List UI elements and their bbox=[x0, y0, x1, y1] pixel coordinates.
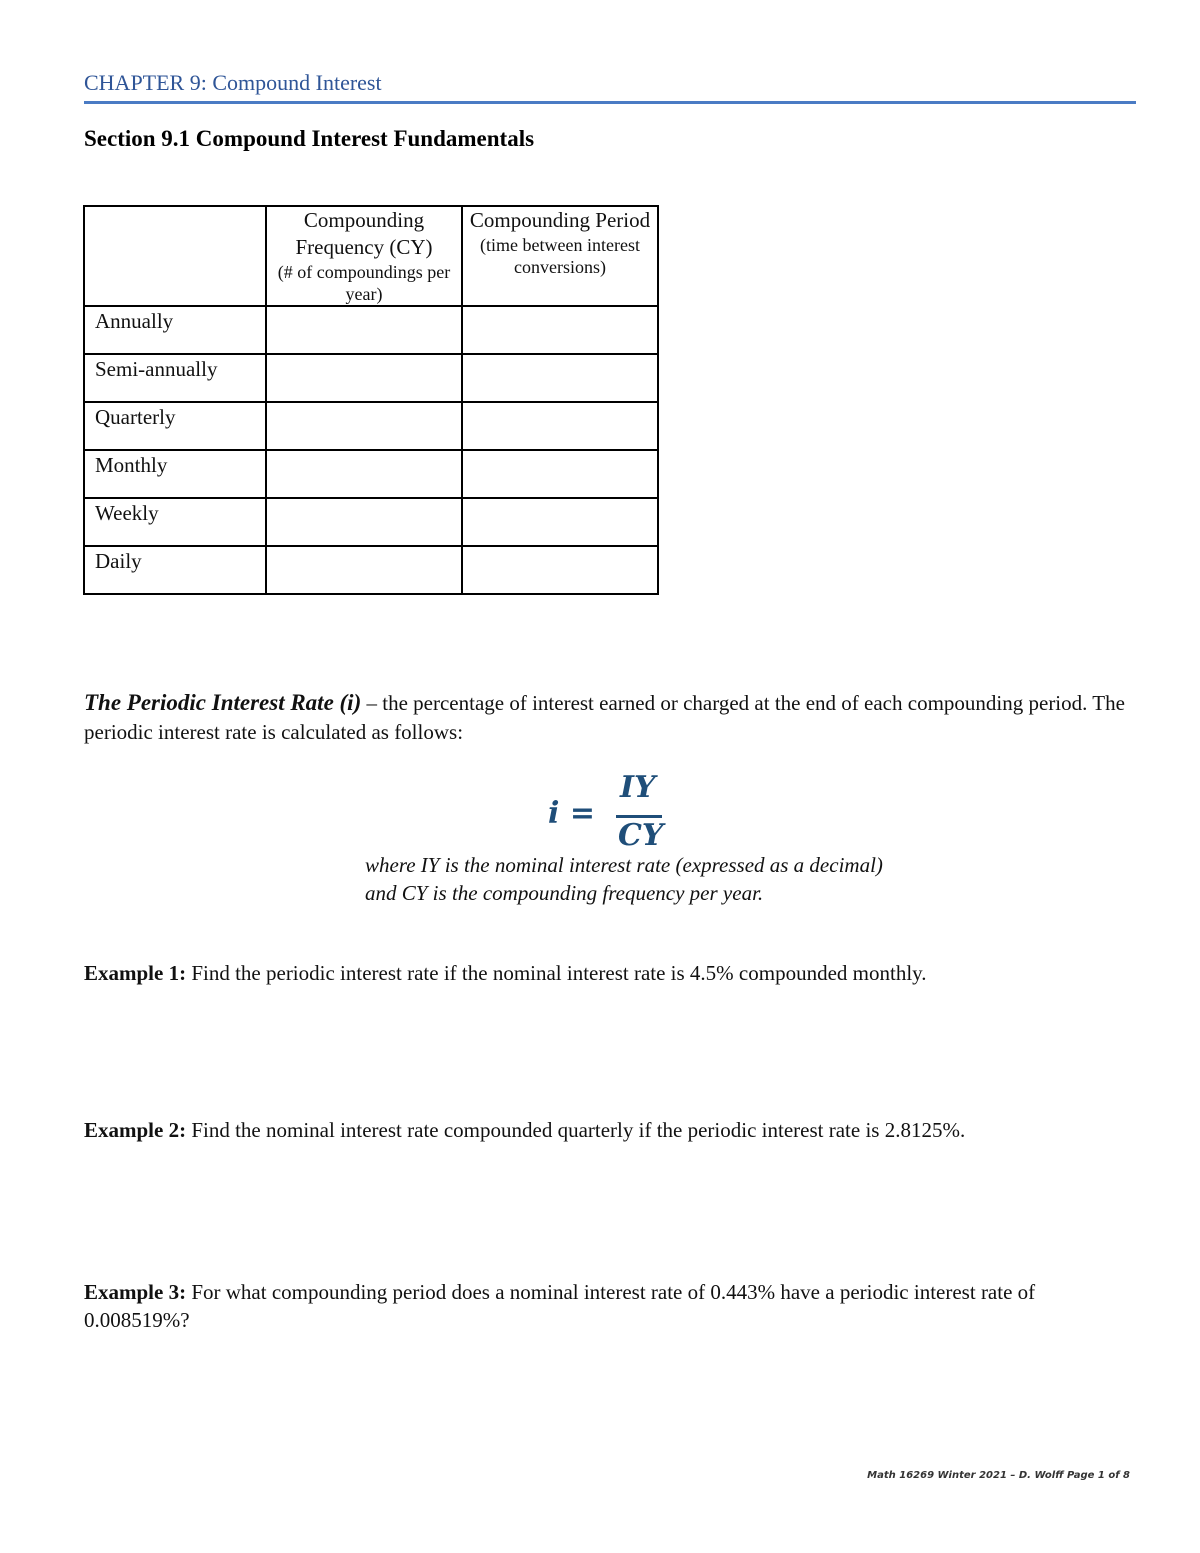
row-label-semi-annually: Semi-annually bbox=[84, 354, 266, 402]
periodic-rate-definition bbox=[84, 688, 1134, 747]
table-row bbox=[84, 402, 658, 450]
period-cell-semi-annually[interactable] bbox=[462, 354, 658, 402]
row-label-monthly: Monthly bbox=[84, 450, 266, 498]
period-cell-annually[interactable] bbox=[462, 306, 658, 354]
column-subtitle-frequency: (# of compoundings per year) bbox=[277, 262, 451, 304]
formula-numerator: IY bbox=[620, 770, 656, 805]
frequency-cell-annually[interactable] bbox=[266, 306, 462, 354]
periodic-rate-text: – the percentage of interest earned or charged at the end of each compounding period. The periodic interest rate is calculated as follows: bbox=[84, 691, 1125, 744]
row-label-annually: Annually bbox=[84, 306, 266, 354]
example-1 bbox=[84, 959, 1134, 987]
table-row bbox=[84, 450, 658, 498]
frequency-cell-quarterly[interactable] bbox=[266, 402, 462, 450]
example-1-text: Find the periodic interest rate if the nominal interest rate is 4.5% compounded monthly. bbox=[186, 961, 927, 985]
column-title-period: Compounding Period bbox=[469, 208, 651, 232]
example-3-label: Example 3: bbox=[84, 1280, 187, 1304]
period-cell-quarterly[interactable] bbox=[462, 402, 658, 450]
column-header-frequency bbox=[266, 206, 462, 306]
row-label-daily: Daily bbox=[84, 546, 266, 594]
frequency-cell-semi-annually[interactable] bbox=[266, 354, 462, 402]
frequency-cell-weekly[interactable] bbox=[266, 498, 462, 546]
formula-note-line-2: and CY is the compounding frequency per year. bbox=[365, 881, 764, 905]
table-corner-cell[interactable] bbox=[84, 206, 266, 306]
formula-note-line-1: where IY is the nominal interest rate (expressed as a decimal) bbox=[365, 853, 883, 877]
period-cell-daily[interactable] bbox=[462, 546, 658, 594]
table-row bbox=[84, 546, 658, 594]
frequency-cell-monthly[interactable] bbox=[266, 450, 462, 498]
example-2 bbox=[84, 1116, 1134, 1144]
page-footer: Math 16269 Winter 2021 – D. Wolff Page 1 of 8 bbox=[867, 1470, 1130, 1481]
formula-lhs: i = bbox=[548, 796, 595, 831]
example-2-label: Example 2: bbox=[84, 1118, 187, 1142]
period-cell-monthly[interactable] bbox=[462, 450, 658, 498]
formula-denominator: CY bbox=[618, 818, 664, 853]
compounding-table bbox=[83, 205, 659, 595]
table-row bbox=[84, 354, 658, 402]
header-rule bbox=[84, 101, 1136, 104]
chapter-header: CHAPTER 9: Compound Interest bbox=[84, 70, 382, 95]
example-1-label: Example 1: bbox=[84, 961, 187, 985]
column-title-frequency: Compounding Frequency (CY) bbox=[295, 208, 433, 259]
row-label-weekly: Weekly bbox=[84, 498, 266, 546]
frequency-cell-daily[interactable] bbox=[266, 546, 462, 594]
column-header-period bbox=[462, 206, 658, 306]
example-2-text: Find the nominal interest rate compounded quarterly if the periodic interest rate is 2.8125%. bbox=[186, 1118, 966, 1142]
formula-note bbox=[365, 851, 883, 907]
period-cell-weekly[interactable] bbox=[462, 498, 658, 546]
column-subtitle-period: (time between interest conversions) bbox=[480, 235, 640, 277]
section-title: Section 9.1 Compound Interest Fundamentals bbox=[84, 126, 535, 151]
example-3 bbox=[84, 1278, 1134, 1334]
example-3-text: For what compounding period does a nominal interest rate of 0.443% have a periodic interest rate of 0.008519%? bbox=[84, 1280, 1036, 1332]
row-label-quarterly: Quarterly bbox=[84, 402, 266, 450]
table-row bbox=[84, 498, 658, 546]
table-row bbox=[84, 306, 658, 354]
table-header-row bbox=[84, 206, 658, 306]
periodic-rate-term: The Periodic Interest Rate (i) bbox=[84, 690, 362, 715]
